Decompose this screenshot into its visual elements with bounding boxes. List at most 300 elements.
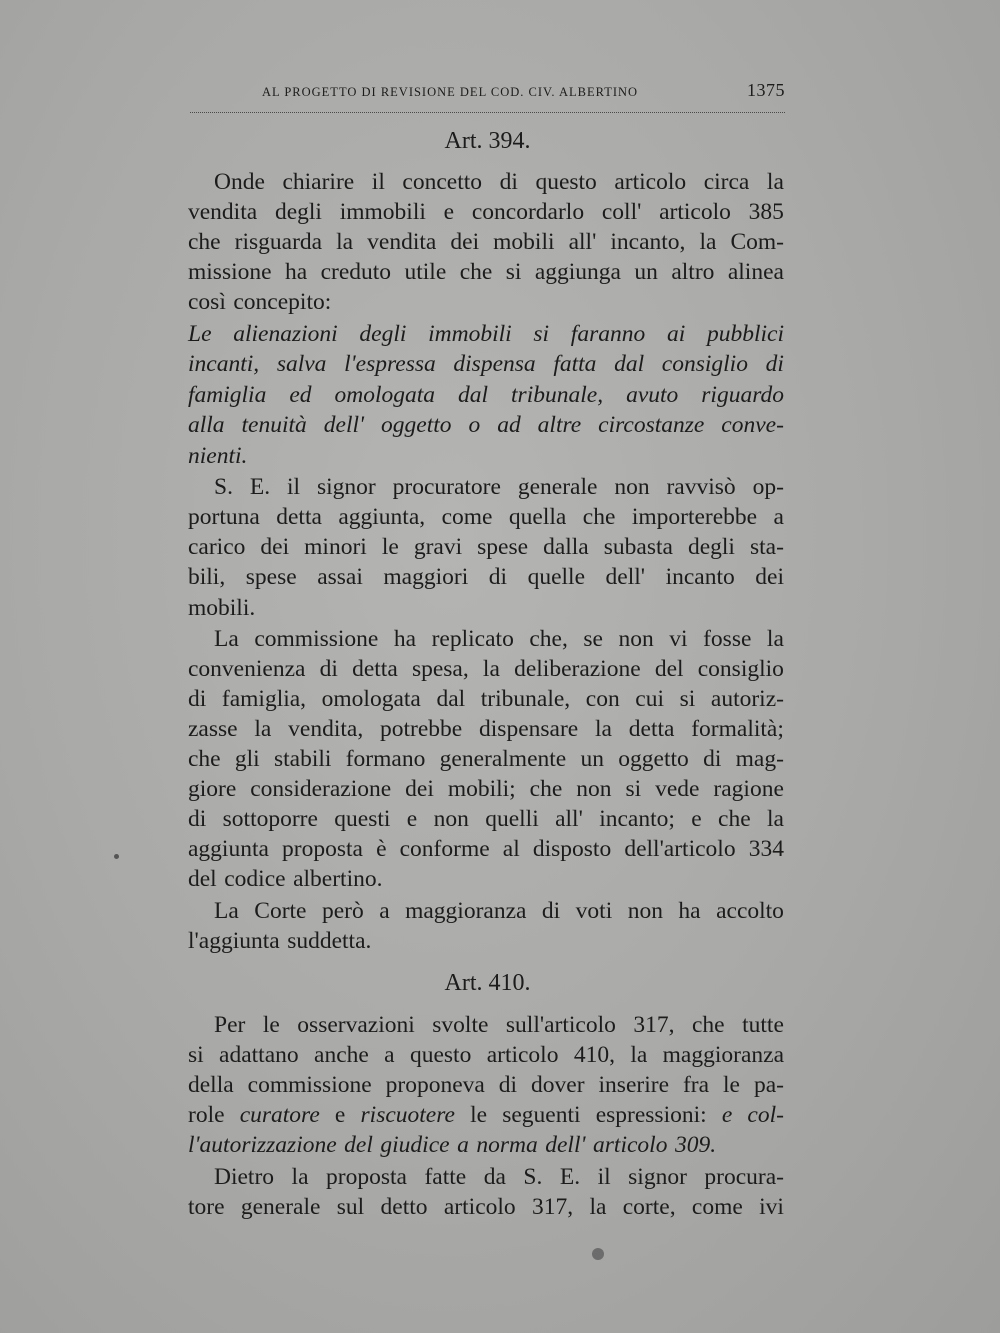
word: a [457, 1132, 469, 1158]
word: non [433, 806, 469, 832]
word: mag- [735, 746, 784, 772]
word: svolte [432, 1012, 489, 1038]
word: mobili [493, 229, 555, 255]
word: dei [260, 534, 290, 560]
word: E. [249, 474, 271, 500]
word: assai [317, 564, 363, 590]
word: la [254, 716, 272, 742]
word: non [576, 776, 612, 802]
header-rule [190, 112, 785, 113]
text-line [214, 472, 784, 502]
word: a [379, 898, 390, 924]
word: non [614, 474, 650, 500]
word: e [691, 806, 702, 832]
word: detto [380, 1194, 428, 1220]
word: sta- [749, 534, 784, 560]
word: detta [276, 504, 322, 530]
word: tribunale, [511, 382, 604, 408]
word: la [630, 1042, 648, 1068]
word: corte, [622, 1194, 676, 1220]
word: nienti. [188, 443, 248, 469]
word: le [470, 1102, 488, 1128]
word: dalla [543, 534, 589, 560]
word: consiglio [697, 656, 784, 682]
text-line [214, 896, 784, 926]
word: sul [336, 1194, 365, 1220]
word: il [287, 474, 301, 500]
word: dal [458, 382, 489, 408]
word: Per [214, 1012, 246, 1038]
word: un [580, 746, 604, 772]
word: come [691, 1194, 743, 1220]
word: 317, [633, 1012, 675, 1038]
text-line [188, 654, 784, 684]
word: salva [276, 351, 327, 377]
word: generale [240, 1194, 321, 1220]
word: espressioni: [595, 1102, 707, 1128]
word: osservazioni [297, 1012, 415, 1038]
word: da [483, 1164, 506, 1190]
ink-speck [114, 854, 119, 859]
word: importerebbe [631, 504, 758, 530]
word: la [766, 169, 784, 195]
word: quella [508, 504, 567, 530]
word: si [188, 1042, 204, 1068]
word: di [499, 169, 518, 195]
word: potrebbe [380, 716, 463, 742]
word: Corte [254, 898, 307, 924]
ink-smudge [592, 1248, 604, 1260]
word: ravvisò [666, 474, 736, 500]
word: questo [535, 169, 597, 195]
word: aggiunga [534, 259, 621, 285]
word: la [766, 626, 784, 652]
word: di [319, 656, 338, 682]
text-line [188, 1100, 784, 1130]
running-title: AL PROGETTO DI REVISIONE DEL COD. CIV. ALBERTINO [262, 85, 639, 99]
word: inserire [598, 1072, 669, 1098]
word: vendita, [288, 716, 364, 742]
word: incanto [665, 564, 735, 590]
word: del [654, 656, 684, 682]
word: giudice [380, 1132, 450, 1158]
word: cui [635, 686, 665, 712]
text-line [214, 1162, 784, 1192]
word: o [468, 412, 481, 438]
word: ivi [759, 1194, 784, 1220]
word: detta [352, 656, 398, 682]
word: proponeva [385, 1072, 485, 1098]
word: e [406, 806, 418, 832]
word: fosse [703, 626, 752, 652]
word: aggiunta, [338, 504, 426, 530]
word: S. [214, 474, 233, 500]
page-header [190, 80, 785, 101]
word: altro [671, 259, 715, 285]
word: ed [289, 382, 312, 408]
word: all' [555, 806, 583, 832]
word: concordarlo [471, 199, 585, 225]
word: dell' [605, 564, 646, 590]
article-heading-394: Art. 394. [444, 128, 531, 154]
text-line [214, 167, 784, 197]
word: pubblici [706, 321, 784, 347]
text-line [188, 319, 784, 349]
text-line [188, 532, 784, 562]
word: zasse [188, 716, 238, 742]
word: minori [304, 534, 367, 560]
word: carico [188, 534, 246, 560]
word: role [188, 1102, 225, 1128]
word: codice [224, 866, 286, 892]
word: le [381, 534, 399, 560]
text-line [188, 380, 784, 410]
word: sull'articolo [505, 1012, 616, 1038]
text-line [188, 410, 784, 440]
word: maggioranza [662, 1042, 784, 1068]
word: dal [436, 686, 466, 712]
word: voti [575, 898, 613, 924]
word: oggetto [618, 746, 689, 772]
word: tutte [742, 1012, 784, 1038]
text-line [188, 593, 784, 623]
word: tribunale, [480, 686, 571, 712]
word: La [214, 898, 239, 924]
word: subasta [603, 534, 673, 560]
text-line [188, 774, 784, 804]
word: convenienza [188, 656, 306, 682]
word: seguenti [502, 1102, 581, 1128]
word: dei [450, 229, 480, 255]
word: procuratore [392, 474, 501, 500]
word: vi [669, 626, 688, 652]
word: di [488, 564, 508, 590]
word: ha [678, 898, 701, 924]
word: fatta [553, 351, 597, 377]
word: della [188, 1072, 234, 1098]
word: giore [188, 776, 237, 802]
word: dal [614, 351, 645, 377]
word: col- [747, 1102, 784, 1128]
word: articolo [486, 1042, 559, 1068]
word: dei [405, 776, 434, 802]
word: non [618, 626, 654, 652]
word: del [344, 1132, 373, 1158]
word: replicato [431, 626, 514, 652]
word: formano [345, 746, 426, 772]
word: che [582, 504, 616, 530]
word: ragione [713, 776, 784, 802]
word: proposta [282, 836, 363, 862]
word: curatore [239, 1102, 320, 1128]
text-line [188, 1130, 784, 1160]
word: commissione [254, 626, 379, 652]
word: vede [655, 776, 700, 802]
word: si [679, 686, 696, 712]
word: al [502, 836, 520, 862]
word: portuna [188, 504, 260, 530]
word: incanto; [599, 806, 675, 832]
word: bili, [188, 564, 226, 590]
word: conve- [721, 412, 784, 438]
article-heading-410: Art. 410. [444, 970, 531, 996]
word: che [188, 746, 221, 772]
word: la [482, 656, 500, 682]
word: procura- [704, 1164, 784, 1190]
word: dell'articolo [624, 836, 736, 862]
word: articolo [443, 1194, 516, 1220]
word: quelle [527, 564, 586, 590]
word: l'aggiunta [188, 928, 280, 954]
word: immobili [339, 199, 426, 225]
word: questi [334, 806, 391, 832]
word: le [723, 1072, 740, 1098]
word: deliberazione [514, 656, 641, 682]
word: ha [393, 626, 417, 652]
word: la [595, 716, 612, 742]
word: 410, [573, 1042, 615, 1068]
word: sottoporre [222, 806, 318, 832]
word: spese [245, 564, 297, 590]
word: così [188, 289, 226, 315]
word: se [583, 626, 603, 652]
word: consiglio [661, 351, 748, 377]
word: dell' [323, 412, 365, 438]
word: op- [752, 474, 784, 500]
word: di [541, 898, 561, 924]
word: la [767, 806, 784, 832]
word: Onde [214, 169, 265, 195]
word: che, [529, 626, 568, 652]
word: l'autorizzazione [188, 1132, 337, 1158]
word: di [188, 806, 207, 832]
word: omologata [334, 382, 436, 408]
word: circostanze [598, 412, 705, 438]
word: detta [628, 716, 675, 742]
word: avuto [626, 382, 679, 408]
word: che [529, 776, 563, 802]
word: maggioranza [405, 898, 527, 924]
word: alienazioni [233, 321, 338, 347]
text-line [188, 864, 784, 894]
word: generalmente [439, 746, 567, 772]
text-line [188, 1070, 784, 1100]
word: gravi [413, 534, 463, 560]
text-line [214, 1010, 784, 1040]
word: dover [531, 1072, 585, 1098]
word: fra [682, 1072, 710, 1098]
word: e [721, 1102, 733, 1128]
word: suddetta. [287, 928, 372, 954]
word: le [262, 1012, 280, 1038]
word: la [336, 229, 354, 255]
word: considerazione [250, 776, 392, 802]
word: signor [628, 1164, 687, 1190]
word: oggetto [381, 412, 452, 438]
word: degli [274, 199, 322, 225]
word: che [718, 806, 751, 832]
word: che [188, 229, 221, 255]
word: E. [559, 1164, 581, 1190]
text-line [188, 197, 784, 227]
word: dispensa [453, 351, 536, 377]
word: famiglia [188, 382, 267, 408]
word: omologata [321, 686, 421, 712]
word: a [384, 1042, 395, 1068]
word: ad [497, 412, 521, 438]
word: la [291, 1164, 309, 1190]
word: maggiori [383, 564, 469, 590]
word: la [589, 1194, 607, 1220]
word: un [634, 259, 658, 285]
word: tenuità [241, 412, 307, 438]
word: famiglia, [221, 686, 307, 712]
word: si [625, 776, 642, 802]
word: conforme [399, 836, 490, 862]
word: degli [359, 321, 407, 347]
word: 309. [674, 1132, 717, 1158]
word: tore [188, 1194, 225, 1220]
word: il [371, 169, 385, 195]
word: degli [687, 534, 735, 560]
word: dei [755, 564, 784, 590]
text-line [188, 926, 784, 956]
word: mobili. [188, 595, 256, 621]
text-line [188, 744, 784, 774]
word: albertino. [293, 866, 383, 892]
word: chiarire [282, 169, 355, 195]
word: articolo [593, 1132, 668, 1158]
word: ai [666, 321, 686, 347]
word: che [459, 259, 493, 285]
word: concepito: [233, 289, 332, 315]
word: ha [284, 259, 308, 285]
text-line [188, 562, 784, 592]
word: La [214, 626, 239, 652]
word: di [498, 1072, 518, 1098]
word: all' [568, 229, 597, 255]
text-line [188, 834, 784, 864]
word: circa [703, 169, 750, 195]
word: pa- [753, 1072, 784, 1098]
word: alla [188, 412, 225, 438]
word: non [627, 898, 663, 924]
word: di [188, 686, 207, 712]
word: Com- [730, 229, 784, 255]
word: incanti, [188, 351, 260, 377]
word: stabili [274, 746, 332, 772]
word: di [765, 351, 784, 377]
word: che [692, 1012, 725, 1038]
word: dell' [545, 1132, 586, 1158]
word: quelli [485, 806, 539, 832]
word: il [597, 1164, 611, 1190]
word: altre [537, 412, 582, 438]
word: come [441, 504, 493, 530]
word: alinea [727, 259, 784, 285]
word: è [376, 836, 387, 862]
word: si [533, 321, 550, 347]
word: dispensare [479, 716, 579, 742]
text-line [188, 714, 784, 744]
word: si [505, 259, 522, 285]
word: 317, [531, 1194, 574, 1220]
word: S. [523, 1164, 543, 1190]
word: questo [409, 1042, 472, 1068]
word: di [703, 746, 722, 772]
word: commissione [247, 1072, 372, 1098]
word: articolo [614, 169, 687, 195]
word: riguardo [701, 382, 784, 408]
word: incanto, [610, 229, 686, 255]
text-line [188, 502, 784, 532]
text-line [188, 1040, 784, 1070]
word: vendita [367, 229, 437, 255]
text-line [188, 227, 784, 257]
text-line [188, 257, 784, 287]
word: utile [404, 259, 447, 285]
word: risguarda [234, 229, 323, 255]
word: autoriz- [710, 686, 784, 712]
word: Dietro [214, 1164, 275, 1190]
word: vendita [188, 199, 258, 225]
word: Le [188, 321, 212, 347]
word: faranno [570, 321, 646, 347]
word: proposta [326, 1164, 407, 1190]
text-line [188, 287, 784, 317]
word: spesa, [411, 656, 469, 682]
word: immobili [428, 321, 512, 347]
word: spese [477, 534, 529, 560]
word: accolto [716, 898, 784, 924]
word: mobili; [447, 776, 516, 802]
word: 334 [748, 836, 784, 862]
text-line [188, 684, 784, 714]
word: coll' [601, 199, 642, 225]
word: adattano [219, 1042, 299, 1068]
word: fatte [424, 1164, 467, 1190]
word: però [321, 898, 364, 924]
word: riscuotere [360, 1102, 455, 1128]
word: l'espressa [344, 351, 436, 377]
word: signor [316, 474, 376, 500]
text-line [214, 624, 784, 654]
word: missione [188, 259, 272, 285]
word: e [443, 199, 455, 225]
word: gli [234, 746, 260, 772]
word: concetto [402, 169, 483, 195]
word: e [334, 1102, 346, 1128]
text-line [188, 349, 784, 379]
word: anche [314, 1042, 369, 1068]
text-line [188, 441, 784, 471]
word: norma [476, 1132, 538, 1158]
word: aggiunta [188, 836, 269, 862]
word: creduto [320, 259, 392, 285]
word: formalità; [691, 716, 784, 742]
word: con [585, 686, 620, 712]
word: disposto [532, 836, 612, 862]
word: articolo [659, 199, 731, 225]
text-line [188, 1192, 784, 1222]
word: del [188, 866, 217, 892]
word: la [699, 229, 717, 255]
word: generale [517, 474, 598, 500]
word: a [773, 504, 784, 530]
page-number: 1375 [747, 80, 785, 100]
word: 385 [748, 199, 784, 225]
text-line [188, 804, 784, 834]
